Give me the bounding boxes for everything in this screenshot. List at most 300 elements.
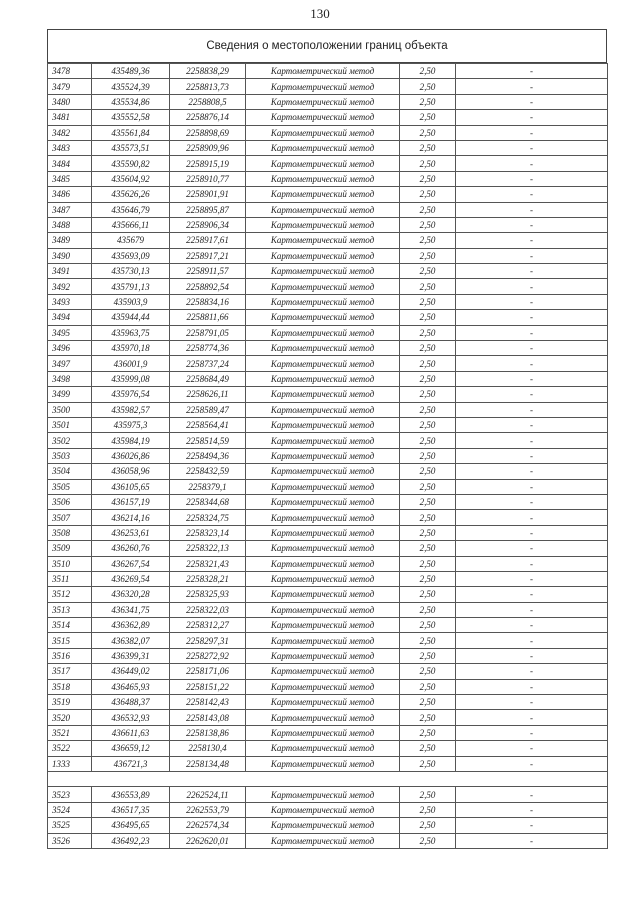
cell-accuracy: 2,50: [400, 818, 456, 833]
cell-x-coordinate: 435970,18: [92, 341, 170, 356]
cell-x-coordinate: 435679: [92, 233, 170, 248]
cell-accuracy: 2,50: [400, 464, 456, 479]
cell-point-number: 3524: [48, 802, 92, 817]
cell-description: -: [456, 787, 608, 802]
cell-point-number: 3516: [48, 648, 92, 663]
cell-accuracy: 2,50: [400, 94, 456, 109]
cell-x-coordinate: 435646,79: [92, 202, 170, 217]
cell-method: Картометрический метод: [246, 202, 400, 217]
cell-y-coordinate: 2258325,93: [170, 587, 246, 602]
cell-method: Картометрический метод: [246, 264, 400, 279]
cell-x-coordinate: 436553,89: [92, 787, 170, 802]
table-row: [48, 587, 608, 602]
cell-x-coordinate: 436001,9: [92, 356, 170, 371]
cell-description: -: [456, 679, 608, 694]
cell-method: Картометрический метод: [246, 325, 400, 340]
cell-point-number: 3479: [48, 79, 92, 94]
cell-x-coordinate: 435489,36: [92, 64, 170, 79]
cell-x-coordinate: 436488,37: [92, 695, 170, 710]
cell-x-coordinate: 436269,54: [92, 571, 170, 586]
cell-accuracy: 2,50: [400, 217, 456, 232]
cell-y-coordinate: 2258838,29: [170, 64, 246, 79]
cell-x-coordinate: 435626,26: [92, 187, 170, 202]
cell-y-coordinate: 2258322,13: [170, 541, 246, 556]
cell-method: Картометрический метод: [246, 279, 400, 294]
table-row: [48, 233, 608, 248]
cell-accuracy: 2,50: [400, 448, 456, 463]
cell-point-number: 3480: [48, 94, 92, 109]
cell-y-coordinate: 2262574,34: [170, 818, 246, 833]
cell-description: -: [456, 633, 608, 648]
cell-description: -: [456, 833, 608, 848]
cell-point-number: 3491: [48, 264, 92, 279]
cell-description: -: [456, 264, 608, 279]
table-row: [48, 202, 608, 217]
cell-accuracy: 2,50: [400, 187, 456, 202]
cell-accuracy: 2,50: [400, 64, 456, 79]
cell-method: Картометрический метод: [246, 725, 400, 740]
table-row: [48, 187, 608, 202]
cell-method: Картометрический метод: [246, 695, 400, 710]
cell-description: -: [456, 541, 608, 556]
cell-method: Картометрический метод: [246, 341, 400, 356]
table-row: [48, 402, 608, 417]
cell-x-coordinate: 436026,86: [92, 448, 170, 463]
cell-x-coordinate: 435561,84: [92, 125, 170, 140]
cell-point-number: 3488: [48, 217, 92, 232]
cell-point-number: 3513: [48, 602, 92, 617]
cell-x-coordinate: 436105,65: [92, 479, 170, 494]
cell-accuracy: 2,50: [400, 741, 456, 756]
cell-y-coordinate: 2258737,24: [170, 356, 246, 371]
cell-point-number: 3482: [48, 125, 92, 140]
cell-description: -: [456, 417, 608, 432]
cell-method: Картометрический метод: [246, 79, 400, 94]
table-row: [48, 64, 608, 79]
cell-y-coordinate: 2258171,06: [170, 664, 246, 679]
cell-description: -: [456, 648, 608, 663]
cell-accuracy: 2,50: [400, 679, 456, 694]
cell-point-number: 3506: [48, 494, 92, 509]
cell-method: Картометрический метод: [246, 433, 400, 448]
cell-y-coordinate: 2258323,14: [170, 525, 246, 540]
cell-method: Картометрический метод: [246, 756, 400, 771]
cell-description: -: [456, 125, 608, 140]
cell-point-number: 3511: [48, 571, 92, 586]
table-row: [48, 556, 608, 571]
cell-x-coordinate: 435999,08: [92, 371, 170, 386]
table-row: [48, 741, 608, 756]
cell-description: -: [456, 325, 608, 340]
cell-y-coordinate: 2258684,49: [170, 371, 246, 386]
cell-description: -: [456, 587, 608, 602]
page-number: 130: [310, 6, 330, 21]
cell-accuracy: 2,50: [400, 417, 456, 432]
cell-accuracy: 2,50: [400, 110, 456, 125]
cell-x-coordinate: 436214,16: [92, 510, 170, 525]
cell-description: -: [456, 94, 608, 109]
table-row: [48, 525, 608, 540]
table-row: [48, 217, 608, 232]
cell-y-coordinate: 2258834,16: [170, 294, 246, 309]
cell-accuracy: 2,50: [400, 371, 456, 386]
cell-point-number: 3497: [48, 356, 92, 371]
cell-description: -: [456, 664, 608, 679]
cell-point-number: 3515: [48, 633, 92, 648]
cell-x-coordinate: 435982,57: [92, 402, 170, 417]
cell-description: -: [456, 371, 608, 386]
cell-point-number: 3502: [48, 433, 92, 448]
cell-y-coordinate: 2258324,75: [170, 510, 246, 525]
cell-point-number: 3490: [48, 248, 92, 263]
cell-y-coordinate: 2258917,61: [170, 233, 246, 248]
cell-method: Картометрический метод: [246, 587, 400, 602]
cell-accuracy: 2,50: [400, 556, 456, 571]
cell-description: -: [456, 618, 608, 633]
cell-method: Картометрический метод: [246, 233, 400, 248]
cell-accuracy: 2,50: [400, 310, 456, 325]
cell-x-coordinate: 436495,65: [92, 818, 170, 833]
cell-method: Картометрический метод: [246, 525, 400, 540]
cell-description: -: [456, 695, 608, 710]
cell-x-coordinate: 435791,13: [92, 279, 170, 294]
table-row: [48, 140, 608, 155]
cell-method: Картометрический метод: [246, 125, 400, 140]
table-row: [48, 341, 608, 356]
cell-x-coordinate: 436267,54: [92, 556, 170, 571]
cell-point-number: 3517: [48, 664, 92, 679]
cell-description: -: [456, 187, 608, 202]
cell-x-coordinate: 435975,3: [92, 417, 170, 432]
cell-y-coordinate: 2258589,47: [170, 402, 246, 417]
table-row: [48, 541, 608, 556]
table-row: [48, 279, 608, 294]
table-row: [48, 294, 608, 309]
cell-description: -: [456, 341, 608, 356]
table-row: [48, 618, 608, 633]
table-row: [48, 356, 608, 371]
cell-description: -: [456, 725, 608, 740]
cell-y-coordinate: 2258917,21: [170, 248, 246, 263]
cell-point-number: 3507: [48, 510, 92, 525]
table-row: [48, 464, 608, 479]
cell-point-number: 3526: [48, 833, 92, 848]
cell-accuracy: 2,50: [400, 725, 456, 740]
cell-description: -: [456, 756, 608, 771]
cell-method: Картометрический метод: [246, 648, 400, 663]
table-row: [48, 156, 608, 171]
cell-x-coordinate: 435604,92: [92, 171, 170, 186]
table-row: [48, 695, 608, 710]
table-row: [48, 494, 608, 509]
cell-y-coordinate: 2258911,57: [170, 264, 246, 279]
cell-accuracy: 2,50: [400, 341, 456, 356]
table-row: [48, 571, 608, 586]
cell-y-coordinate: 2258892,54: [170, 279, 246, 294]
cell-description: -: [456, 464, 608, 479]
cell-point-number: 3487: [48, 202, 92, 217]
cell-accuracy: 2,50: [400, 618, 456, 633]
cell-point-number: 3518: [48, 679, 92, 694]
cell-description: -: [456, 402, 608, 417]
cell-method: Картометрический метод: [246, 356, 400, 371]
cell-point-number: 1333: [48, 756, 92, 771]
cell-y-coordinate: 2258791,05: [170, 325, 246, 340]
cell-y-coordinate: 2258134,48: [170, 756, 246, 771]
table-row: [48, 79, 608, 94]
table-row: [48, 417, 608, 432]
cell-description: -: [456, 233, 608, 248]
cell-method: Картометрический метод: [246, 371, 400, 386]
cell-accuracy: 2,50: [400, 633, 456, 648]
table-row: [48, 787, 608, 802]
cell-y-coordinate: 2258808,5: [170, 94, 246, 109]
cell-x-coordinate: 436362,89: [92, 618, 170, 633]
cell-method: Картометрический метод: [246, 802, 400, 817]
cell-description: -: [456, 248, 608, 263]
cell-x-coordinate: 436260,76: [92, 541, 170, 556]
cell-description: -: [456, 217, 608, 232]
cell-accuracy: 2,50: [400, 494, 456, 509]
cell-x-coordinate: 435903,9: [92, 294, 170, 309]
cell-accuracy: 2,50: [400, 587, 456, 602]
cell-point-number: 3483: [48, 140, 92, 155]
cell-accuracy: 2,50: [400, 433, 456, 448]
cell-y-coordinate: 2258909,96: [170, 140, 246, 155]
cell-x-coordinate: 436532,93: [92, 710, 170, 725]
cell-y-coordinate: 2258494,36: [170, 448, 246, 463]
cell-method: Картометрический метод: [246, 402, 400, 417]
table-row: [48, 310, 608, 325]
cell-method: Картометрический метод: [246, 110, 400, 125]
cell-method: Картометрический метод: [246, 633, 400, 648]
cell-accuracy: 2,50: [400, 140, 456, 155]
cell-description: -: [456, 525, 608, 540]
cell-x-coordinate: 436611,63: [92, 725, 170, 740]
cell-description: -: [456, 387, 608, 402]
cell-y-coordinate: 2258774,36: [170, 341, 246, 356]
cell-method: Картометрический метод: [246, 310, 400, 325]
cell-y-coordinate: 2262553,79: [170, 802, 246, 817]
cell-y-coordinate: 2258328,21: [170, 571, 246, 586]
cell-point-number: 3505: [48, 479, 92, 494]
cell-method: Картометрический метод: [246, 818, 400, 833]
cell-method: Картометрический метод: [246, 294, 400, 309]
cell-method: Картометрический метод: [246, 448, 400, 463]
cell-method: Картометрический метод: [246, 664, 400, 679]
cell-y-coordinate: 2258312,27: [170, 618, 246, 633]
cell-method: Картометрический метод: [246, 494, 400, 509]
cell-method: Картометрический метод: [246, 140, 400, 155]
table-row: [48, 94, 608, 109]
cell-description: -: [456, 110, 608, 125]
cell-method: Картометрический метод: [246, 171, 400, 186]
cell-method: Картометрический метод: [246, 417, 400, 432]
cell-y-coordinate: 2258297,31: [170, 633, 246, 648]
cell-accuracy: 2,50: [400, 695, 456, 710]
cell-accuracy: 2,50: [400, 479, 456, 494]
cell-point-number: 3520: [48, 710, 92, 725]
cell-method: Картометрический метод: [246, 833, 400, 848]
cell-method: Картометрический метод: [246, 510, 400, 525]
table-row: [48, 664, 608, 679]
cell-x-coordinate: 435573,51: [92, 140, 170, 155]
cell-x-coordinate: 435552,58: [92, 110, 170, 125]
cell-point-number: 3525: [48, 818, 92, 833]
cell-description: -: [456, 202, 608, 217]
cell-method: Картометрический метод: [246, 156, 400, 171]
cell-method: Картометрический метод: [246, 464, 400, 479]
cell-accuracy: 2,50: [400, 602, 456, 617]
cell-method: Картометрический метод: [246, 64, 400, 79]
cell-point-number: 3521: [48, 725, 92, 740]
cell-y-coordinate: 2258142,43: [170, 695, 246, 710]
cell-method: Картометрический метод: [246, 248, 400, 263]
cell-accuracy: 2,50: [400, 125, 456, 140]
cell-description: -: [456, 310, 608, 325]
cell-point-number: 3485: [48, 171, 92, 186]
cell-accuracy: 2,50: [400, 510, 456, 525]
cell-y-coordinate: 2258901,91: [170, 187, 246, 202]
cell-y-coordinate: 2258915,19: [170, 156, 246, 171]
cell-x-coordinate: 436465,93: [92, 679, 170, 694]
table-row: [48, 818, 608, 833]
cell-point-number: 3503: [48, 448, 92, 463]
table-title: Сведения о местоположении границ объекта: [47, 29, 607, 63]
cell-x-coordinate: 435963,75: [92, 325, 170, 340]
cell-method: Картометрический метод: [246, 187, 400, 202]
cell-x-coordinate: 435524,39: [92, 79, 170, 94]
cell-description: -: [456, 294, 608, 309]
cell-x-coordinate: 436157,19: [92, 494, 170, 509]
cell-method: Картометрический метод: [246, 217, 400, 232]
cell-accuracy: 2,50: [400, 541, 456, 556]
cell-x-coordinate: 435730,13: [92, 264, 170, 279]
cell-method: Картометрический метод: [246, 571, 400, 586]
cell-y-coordinate: 2258876,14: [170, 110, 246, 125]
cell-x-coordinate: 435976,54: [92, 387, 170, 402]
cell-y-coordinate: 2258626,11: [170, 387, 246, 402]
cell-accuracy: 2,50: [400, 387, 456, 402]
separator-cell: [48, 771, 608, 786]
table-row: [48, 110, 608, 125]
cell-description: -: [456, 818, 608, 833]
cell-y-coordinate: 2258344,68: [170, 494, 246, 509]
table-row: [48, 633, 608, 648]
table-row: [48, 679, 608, 694]
cell-x-coordinate: 436449,02: [92, 664, 170, 679]
cell-point-number: 3492: [48, 279, 92, 294]
cell-x-coordinate: 436399,31: [92, 648, 170, 663]
cell-description: -: [456, 279, 608, 294]
cell-x-coordinate: 435984,19: [92, 433, 170, 448]
cell-accuracy: 2,50: [400, 325, 456, 340]
cell-x-coordinate: 436517,35: [92, 802, 170, 817]
cell-point-number: 3494: [48, 310, 92, 325]
cell-accuracy: 2,50: [400, 79, 456, 94]
coordinates-table-body: [48, 64, 608, 849]
cell-accuracy: 2,50: [400, 356, 456, 371]
cell-description: -: [456, 510, 608, 525]
cell-accuracy: 2,50: [400, 787, 456, 802]
cell-description: -: [456, 571, 608, 586]
cell-accuracy: 2,50: [400, 279, 456, 294]
cell-x-coordinate: 436659,12: [92, 741, 170, 756]
section-separator-row: [48, 771, 608, 786]
cell-point-number: 3478: [48, 64, 92, 79]
table-row: [48, 479, 608, 494]
table-row: [48, 710, 608, 725]
table-row: [48, 648, 608, 663]
cell-description: -: [456, 156, 608, 171]
cell-x-coordinate: 436382,07: [92, 633, 170, 648]
cell-y-coordinate: 2262620,01: [170, 833, 246, 848]
cell-x-coordinate: 435944,44: [92, 310, 170, 325]
cell-y-coordinate: 2258514,59: [170, 433, 246, 448]
cell-method: Картометрический метод: [246, 602, 400, 617]
cell-method: Картометрический метод: [246, 556, 400, 571]
table-row: [48, 325, 608, 340]
cell-accuracy: 2,50: [400, 264, 456, 279]
table-row: [48, 433, 608, 448]
table-row: [48, 171, 608, 186]
cell-point-number: 3523: [48, 787, 92, 802]
cell-y-coordinate: 2258379,1: [170, 479, 246, 494]
cell-method: Картометрический метод: [246, 387, 400, 402]
cell-y-coordinate: 2258813,73: [170, 79, 246, 94]
cell-point-number: 3489: [48, 233, 92, 248]
table-row: [48, 448, 608, 463]
cell-point-number: 3522: [48, 741, 92, 756]
cell-accuracy: 2,50: [400, 756, 456, 771]
boundary-sheet: [47, 29, 607, 849]
cell-point-number: 3501: [48, 417, 92, 432]
cell-y-coordinate: 2258811,66: [170, 310, 246, 325]
cell-description: -: [456, 710, 608, 725]
cell-point-number: 3510: [48, 556, 92, 571]
cell-description: -: [456, 494, 608, 509]
table-row: [48, 125, 608, 140]
cell-y-coordinate: 2258321,43: [170, 556, 246, 571]
cell-y-coordinate: 2258272,92: [170, 648, 246, 663]
cell-point-number: 3498: [48, 371, 92, 386]
cell-y-coordinate: 2258898,69: [170, 125, 246, 140]
cell-x-coordinate: 435693,09: [92, 248, 170, 263]
cell-point-number: 3495: [48, 325, 92, 340]
cell-accuracy: 2,50: [400, 571, 456, 586]
cell-description: -: [456, 448, 608, 463]
cell-point-number: 3481: [48, 110, 92, 125]
cell-point-number: 3512: [48, 587, 92, 602]
cell-description: -: [456, 556, 608, 571]
cell-x-coordinate: 435534,86: [92, 94, 170, 109]
cell-method: Картометрический метод: [246, 679, 400, 694]
table-row: [48, 833, 608, 848]
cell-y-coordinate: 2258322,03: [170, 602, 246, 617]
cell-description: -: [456, 79, 608, 94]
cell-y-coordinate: 2258138,86: [170, 725, 246, 740]
cell-accuracy: 2,50: [400, 202, 456, 217]
cell-accuracy: 2,50: [400, 248, 456, 263]
cell-accuracy: 2,50: [400, 664, 456, 679]
cell-description: -: [456, 602, 608, 617]
table-row: [48, 756, 608, 771]
cell-method: Картометрический метод: [246, 479, 400, 494]
cell-accuracy: 2,50: [400, 156, 456, 171]
cell-x-coordinate: 435590,82: [92, 156, 170, 171]
cell-description: -: [456, 356, 608, 371]
cell-y-coordinate: 2258906,34: [170, 217, 246, 232]
